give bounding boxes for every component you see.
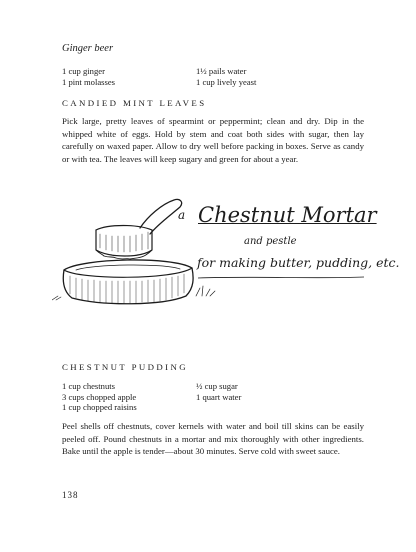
instructions-chestnut-pudding: Peel shells off chestnuts, cover kernels with water and boil till skins can be easily peeled off. Pound chestnuts in a mortar and mix thoroughly with other ingredients. Bake until the apple is tender—about 30 minutes. Serve cold with sweet sauce.	[62, 421, 364, 457]
mortar-rim-bottom	[64, 268, 192, 277]
pestle-handle	[140, 199, 182, 234]
caption-title: Chestnut Mortar	[198, 203, 377, 227]
ingredient: 1 pint molasses	[62, 76, 115, 87]
recipe-title-ginger-beer: Ginger beer	[62, 43, 114, 54]
mortar-hatching	[70, 274, 184, 303]
ingredients-left-chestnut-pudding	[62, 381, 137, 413]
pestle-top	[96, 226, 152, 231]
ingredient: 1 cup ginger	[62, 66, 105, 76]
caption-subtitle: and pestle	[244, 236, 297, 247]
ingredient: 1 cup chestnuts	[62, 381, 115, 391]
page-number: 138	[62, 490, 79, 500]
ingredient: 1 cup lively yeast	[196, 76, 257, 87]
section-title-candied-mint-leaves: CANDIED MINT LEAVES	[62, 98, 207, 108]
section-title-chestnut-pudding: CHESTNUT PUDDING	[62, 362, 188, 372]
ingredients-right-ginger-beer	[196, 66, 256, 87]
ingredients-right-chestnut-pudding	[196, 381, 241, 402]
mortar-inner-rim	[76, 265, 180, 270]
ingredient: 1 quart water	[196, 391, 242, 402]
caption-article: a	[178, 208, 186, 222]
caption-purpose: for making butter, pudding, etc.	[197, 255, 400, 270]
pestle-hatching	[100, 232, 148, 252]
ingredient: 1 cup chopped raisins	[62, 402, 137, 412]
ingredient: ½ cup sugar	[196, 381, 238, 391]
ground-mark	[52, 296, 61, 300]
grass-tuft	[196, 286, 215, 296]
ingredients-left-ginger-beer	[62, 66, 115, 87]
ingredient: 1½ pails water	[196, 66, 247, 76]
ingredient: 3 cups chopped apple	[62, 391, 137, 402]
caption-underline	[196, 274, 366, 282]
instructions-candied-mint-leaves: Pick large, pretty leaves of spearmint or peppermint; clean and dry. Dip in the whipped white of eggs. Hold by stem and coat both sides with sugar, then lay carefully on waxed paper. Allow to dry well before packing in boxes. Serve as candy or with tea. The leaves will keep sugary and green for about a year.	[62, 116, 364, 164]
